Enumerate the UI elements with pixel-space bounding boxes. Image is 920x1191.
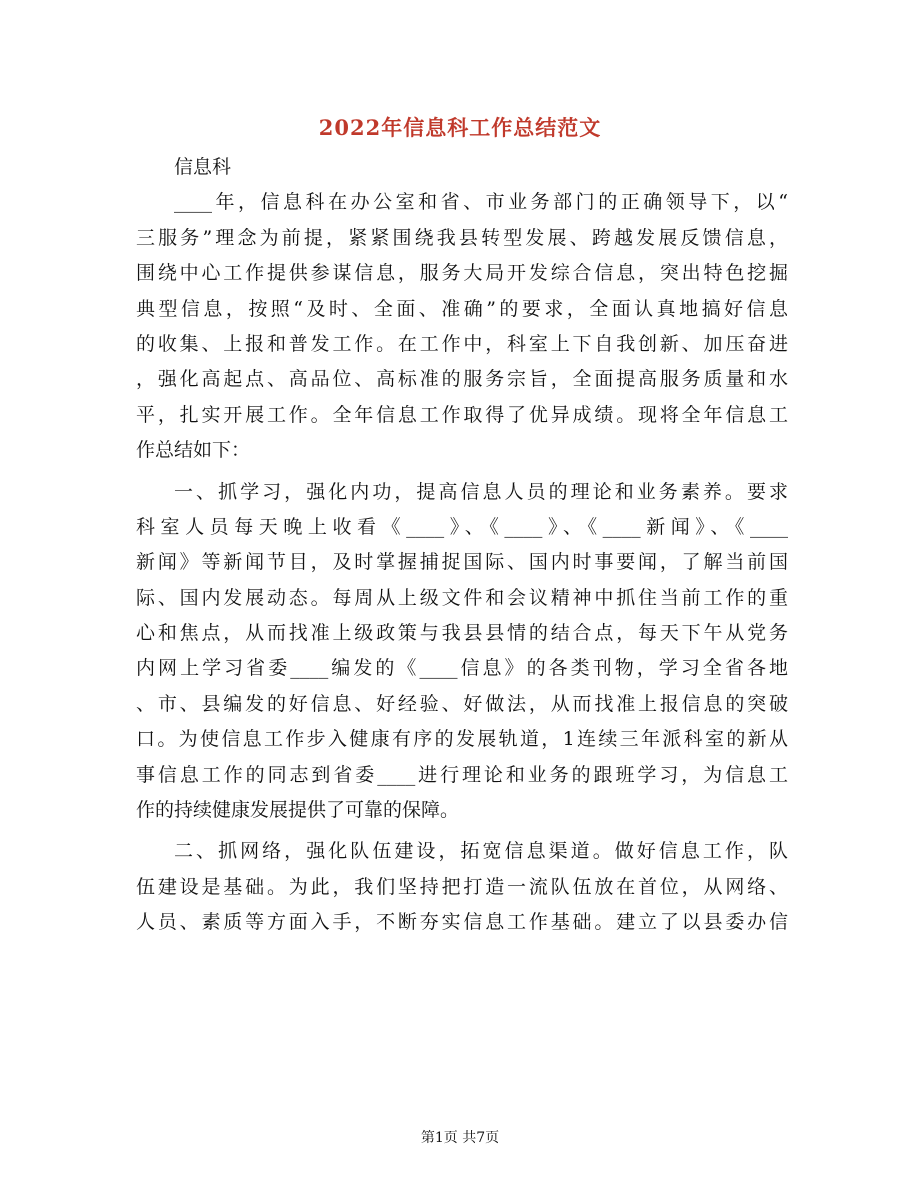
paragraph-line: 作的持续健康发展提供了可靠的保障。 (136, 799, 460, 822)
author-line: 信息科 (174, 156, 232, 178)
document-body (136, 150, 788, 941)
page-number: 第1页 共7页 (420, 1130, 500, 1146)
document-title: 2022年信息科工作总结范文 (318, 115, 602, 140)
paragraph-line: 科室人员每天晚上收看《____》、《____》、《____新闻》、《____ (136, 515, 788, 538)
paragraph-line: 心和焦点，从而找准上级政策与我县县情的结合点，每天下午从党务 (136, 622, 788, 645)
paragraph-line: 、市、县编发的好信息、好经验、好做法，从而找准上报信息的突破 (136, 692, 788, 715)
paragraph-line: 新闻》等新闻节目，及时掌握捕捉国际、国内时事要闻，了解当前国 (136, 551, 788, 574)
paragraph-line: 人员、素质等方面入手，不断夯实信息工作基础。建立了以县委办信 (136, 911, 788, 934)
paragraph-line: ，强化高起点、高品位、高标准的服务宗旨，全面提高服务质量和水 (136, 368, 788, 391)
paragraph-line: ____年，信息科在办公室和省、市业务部门的正确领导下，以“ (174, 191, 788, 214)
paragraph-line: 际、国内发展动态。每周从上级文件和会议精神中抓住当前工作的重 (136, 586, 788, 609)
section-heading-line: 二、抓网络，强化队伍建设，拓宽信息渠道。做好信息工作，队 (174, 840, 788, 863)
paragraph-line: 的收集、上报和普发工作。在工作中，科室上下自我创新、加压奋进 (136, 332, 788, 355)
paragraph-line: 平，扎实开展工作。全年信息工作取得了优异成绩。现将全年信息工 (136, 403, 788, 426)
section-heading-line: 一、抓学习，强化内功，提高信息人员的理论和业务素养。要求 (174, 480, 788, 503)
paragraph-line: 内网上学习省委____编发的《____信息》的各类刊物，学习全省各地 (136, 657, 788, 680)
paragraph-line: 伍建设是基础。为此，我们坚持把打造一流队伍放在首位，从网络、 (136, 875, 788, 898)
paragraph-line: 口。为使信息工作步入健康有序的发展轨道，1连续三年派科室的新从 (136, 728, 788, 751)
paragraph-line: 典型信息，按照“及时、全面、准确”的要求，全面认真地搞好信息 (136, 297, 788, 320)
paragraph-line: 作总结如下： (136, 439, 251, 462)
paragraph-line: 三服务”理念为前提，紧紧围绕我县转型发展、跨越发展反馈信息， (136, 226, 788, 249)
paragraph-line: 事信息工作的同志到省委____进行理论和业务的跟班学习，为信息工 (136, 763, 788, 786)
paragraph-line: 围绕中心工作提供参谋信息，服务大局开发综合信息，突出特色挖掘 (136, 262, 788, 285)
